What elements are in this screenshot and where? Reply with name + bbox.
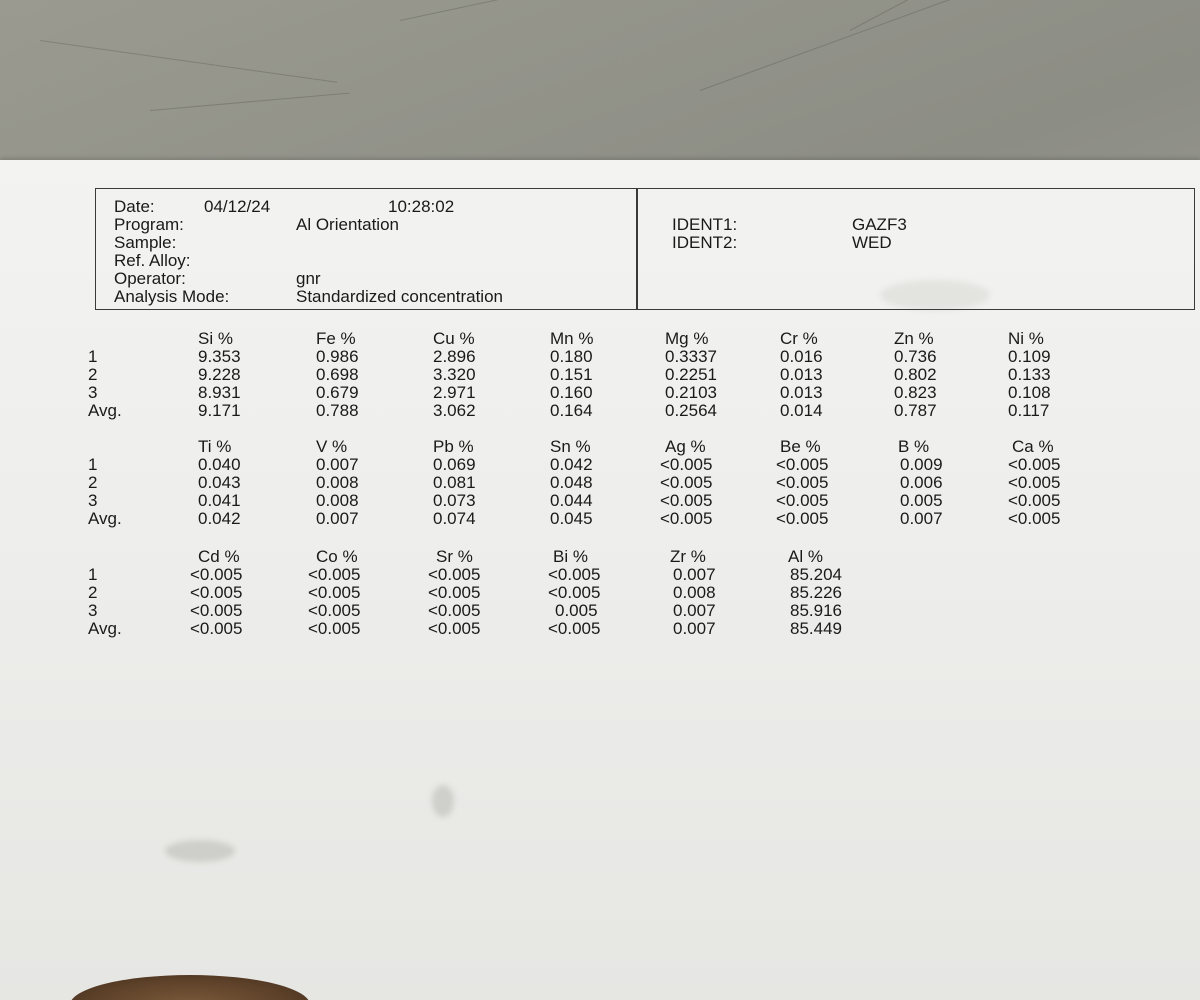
ident2-label: IDENT2: bbox=[672, 233, 738, 252]
table-cell: <0.005 bbox=[190, 601, 243, 620]
table-cell: 0.2564 bbox=[665, 401, 717, 420]
table-cell: <0.005 bbox=[1008, 509, 1061, 528]
date-label: Date: bbox=[114, 197, 155, 216]
column-header-row bbox=[88, 438, 1108, 456]
table-row-average bbox=[88, 402, 1108, 420]
row-label: 3 bbox=[88, 491, 98, 510]
table-cell: 0.073 bbox=[433, 491, 476, 510]
table-row bbox=[88, 348, 1108, 366]
row-label: 1 bbox=[88, 347, 98, 366]
table-row bbox=[88, 584, 1108, 602]
table-cell: 9.353 bbox=[198, 347, 241, 366]
sample-label: Sample: bbox=[114, 233, 177, 252]
table-cell: <0.005 bbox=[776, 455, 829, 474]
table-cell: <0.005 bbox=[428, 565, 481, 584]
table-cell: 0.013 bbox=[780, 365, 823, 384]
surface-scratch bbox=[850, 0, 1115, 31]
table-row-average bbox=[88, 620, 1108, 638]
table-cell: 0.042 bbox=[550, 455, 593, 474]
table-cell: 0.008 bbox=[316, 491, 359, 510]
ident1-value: GAZF3 bbox=[852, 215, 907, 234]
table-cell: 0.007 bbox=[673, 565, 716, 584]
table-cell: 0.108 bbox=[1008, 383, 1051, 402]
table-cell: 0.048 bbox=[550, 473, 593, 492]
table-cell: 0.043 bbox=[198, 473, 241, 492]
table-cell: 0.164 bbox=[550, 401, 593, 420]
column-header: Fe % bbox=[316, 329, 356, 348]
table-cell: 0.802 bbox=[894, 365, 937, 384]
table-cell: 0.679 bbox=[316, 383, 359, 402]
table-cell: <0.005 bbox=[660, 473, 713, 492]
paper-smudge bbox=[432, 785, 454, 817]
header-box bbox=[95, 188, 1195, 310]
header-divider bbox=[636, 189, 638, 309]
table-cell: 0.2251 bbox=[665, 365, 717, 384]
table-cell: 0.986 bbox=[316, 347, 359, 366]
table-cell: <0.005 bbox=[776, 509, 829, 528]
table-cell: <0.005 bbox=[1008, 473, 1061, 492]
column-header: Ni % bbox=[1008, 329, 1044, 348]
table-cell: <0.005 bbox=[660, 455, 713, 474]
surface-scratch bbox=[150, 93, 349, 111]
operator-label: Operator: bbox=[114, 269, 186, 288]
table-cell: 0.005 bbox=[900, 491, 943, 510]
table-row bbox=[88, 492, 1108, 510]
column-header: Si % bbox=[198, 329, 233, 348]
table-cell: 8.931 bbox=[198, 383, 241, 402]
table-cell: 0.081 bbox=[433, 473, 476, 492]
table-cell: <0.005 bbox=[660, 509, 713, 528]
table-cell: <0.005 bbox=[428, 619, 481, 638]
table-cell: 0.180 bbox=[550, 347, 593, 366]
program-label: Program: bbox=[114, 215, 184, 234]
printout-sheet bbox=[0, 160, 1200, 1000]
table-cell: 0.3337 bbox=[665, 347, 717, 366]
table-cell: 85.449 bbox=[790, 619, 842, 638]
table-cell: <0.005 bbox=[190, 619, 243, 638]
column-header: Cr % bbox=[780, 329, 818, 348]
table-cell: 0.788 bbox=[316, 401, 359, 420]
column-header-row bbox=[88, 548, 1108, 566]
row-label: 2 bbox=[88, 473, 98, 492]
table-cell: <0.005 bbox=[428, 601, 481, 620]
table-cell: 0.007 bbox=[673, 619, 716, 638]
table-cell: <0.005 bbox=[776, 491, 829, 510]
table-cell: 0.014 bbox=[780, 401, 823, 420]
table-cell: 0.823 bbox=[894, 383, 937, 402]
table-cell: 0.044 bbox=[550, 491, 593, 510]
table-cell: 0.117 bbox=[1008, 401, 1050, 420]
table-cell: 0.007 bbox=[316, 509, 359, 528]
table-cell: 0.008 bbox=[673, 583, 716, 602]
table-cell: 0.160 bbox=[550, 383, 593, 402]
row-label: Avg. bbox=[88, 509, 122, 528]
table-cell: <0.005 bbox=[190, 583, 243, 602]
column-header: Be % bbox=[780, 437, 821, 456]
table-cell: 0.013 bbox=[780, 383, 823, 402]
table-cell: <0.005 bbox=[548, 565, 601, 584]
table-cell: 0.007 bbox=[673, 601, 716, 620]
table-cell: <0.005 bbox=[190, 565, 243, 584]
table-row bbox=[88, 566, 1108, 584]
table-cell: 9.228 bbox=[198, 365, 241, 384]
column-header: Cu % bbox=[433, 329, 475, 348]
row-label: 2 bbox=[88, 583, 98, 602]
table-cell: 85.226 bbox=[790, 583, 842, 602]
table-cell: 85.916 bbox=[790, 601, 842, 620]
row-label: 3 bbox=[88, 601, 98, 620]
ref-alloy-label: Ref. Alloy: bbox=[114, 251, 191, 270]
table-cell: 0.151 bbox=[550, 365, 593, 384]
surface-scratch bbox=[40, 40, 337, 83]
table-cell: 0.787 bbox=[894, 401, 937, 420]
table-cell: <0.005 bbox=[308, 619, 361, 638]
table-cell: <0.005 bbox=[548, 619, 601, 638]
row-label: 2 bbox=[88, 365, 98, 384]
surface-scratch bbox=[400, 0, 645, 21]
table-cell: 9.171 bbox=[198, 401, 241, 420]
table-cell: 0.736 bbox=[894, 347, 937, 366]
row-label: Avg. bbox=[88, 401, 122, 420]
paper-smudge bbox=[165, 840, 235, 862]
table-cell: 0.074 bbox=[433, 509, 476, 528]
date-value: 04/12/24 bbox=[204, 197, 271, 216]
table-cell: 0.007 bbox=[316, 455, 359, 474]
table-cell: <0.005 bbox=[1008, 491, 1061, 510]
ident1-label: IDENT1: bbox=[672, 215, 738, 234]
column-header: Mg % bbox=[665, 329, 709, 348]
row-label: 1 bbox=[88, 455, 98, 474]
table-cell: 0.040 bbox=[198, 455, 241, 474]
table-cell: 0.009 bbox=[900, 455, 943, 474]
column-header: Co % bbox=[316, 547, 358, 566]
table-row-average bbox=[88, 510, 1108, 528]
column-header: Zr % bbox=[670, 547, 706, 566]
table-row bbox=[88, 384, 1108, 402]
column-header: Cd % bbox=[198, 547, 240, 566]
table-cell: 0.069 bbox=[433, 455, 476, 474]
table-cell: 0.006 bbox=[900, 473, 943, 492]
table-cell: <0.005 bbox=[548, 583, 601, 602]
table-cell: <0.005 bbox=[660, 491, 713, 510]
analysis-mode-value: Standardized concentration bbox=[296, 287, 503, 306]
table-cell: 2.971 bbox=[433, 383, 476, 402]
table-cell: 0.008 bbox=[316, 473, 359, 492]
table-cell: 0.2103 bbox=[665, 383, 717, 402]
table-cell: 3.320 bbox=[433, 365, 476, 384]
table-cell: <0.005 bbox=[428, 583, 481, 602]
column-header: Sn % bbox=[550, 437, 591, 456]
table-cell: 0.109 bbox=[1008, 347, 1051, 366]
row-label: 1 bbox=[88, 565, 98, 584]
column-header: V % bbox=[316, 437, 348, 456]
table-row bbox=[88, 366, 1108, 384]
table-cell: <0.005 bbox=[308, 601, 361, 620]
table-cell: 0.005 bbox=[555, 601, 598, 620]
table-cell: <0.005 bbox=[1008, 455, 1061, 474]
column-header: Zn % bbox=[894, 329, 934, 348]
table-cell: 0.016 bbox=[780, 347, 823, 366]
table-cell: 0.041 bbox=[198, 491, 241, 510]
table-cell: 3.062 bbox=[433, 401, 476, 420]
row-label: Avg. bbox=[88, 619, 122, 638]
column-header: Ca % bbox=[1012, 437, 1054, 456]
table-cell: 0.698 bbox=[316, 365, 359, 384]
column-header: Mn % bbox=[550, 329, 594, 348]
column-header: Bi % bbox=[553, 547, 588, 566]
time-value: 10:28:02 bbox=[388, 197, 455, 216]
table-cell: 0.133 bbox=[1008, 365, 1051, 384]
surface-scratch bbox=[700, 0, 1076, 91]
column-header: B % bbox=[898, 437, 930, 456]
table-row bbox=[88, 474, 1108, 492]
table-cell: 0.045 bbox=[550, 509, 593, 528]
column-header: Ag % bbox=[665, 437, 706, 456]
analysis-mode-label: Analysis Mode: bbox=[114, 287, 230, 306]
operator-value: gnr bbox=[296, 269, 321, 288]
row-label: 3 bbox=[88, 383, 98, 402]
table-cell: <0.005 bbox=[308, 583, 361, 602]
program-value: Al Orientation bbox=[296, 215, 399, 234]
paper-smudge bbox=[880, 280, 990, 310]
table-cell: 0.042 bbox=[198, 509, 241, 528]
table-cell: 2.896 bbox=[433, 347, 476, 366]
column-header: Ti % bbox=[198, 437, 232, 456]
table-cell: <0.005 bbox=[776, 473, 829, 492]
column-header: Pb % bbox=[433, 437, 474, 456]
table-cell: 85.204 bbox=[790, 565, 842, 584]
ident2-value: WED bbox=[852, 233, 892, 252]
column-header-row bbox=[88, 330, 1108, 348]
table-cell: <0.005 bbox=[308, 565, 361, 584]
table-row bbox=[88, 602, 1108, 620]
table-row bbox=[88, 456, 1108, 474]
table-cell: 0.007 bbox=[900, 509, 943, 528]
column-header: Sr % bbox=[436, 547, 473, 566]
column-header: Al % bbox=[788, 547, 823, 566]
